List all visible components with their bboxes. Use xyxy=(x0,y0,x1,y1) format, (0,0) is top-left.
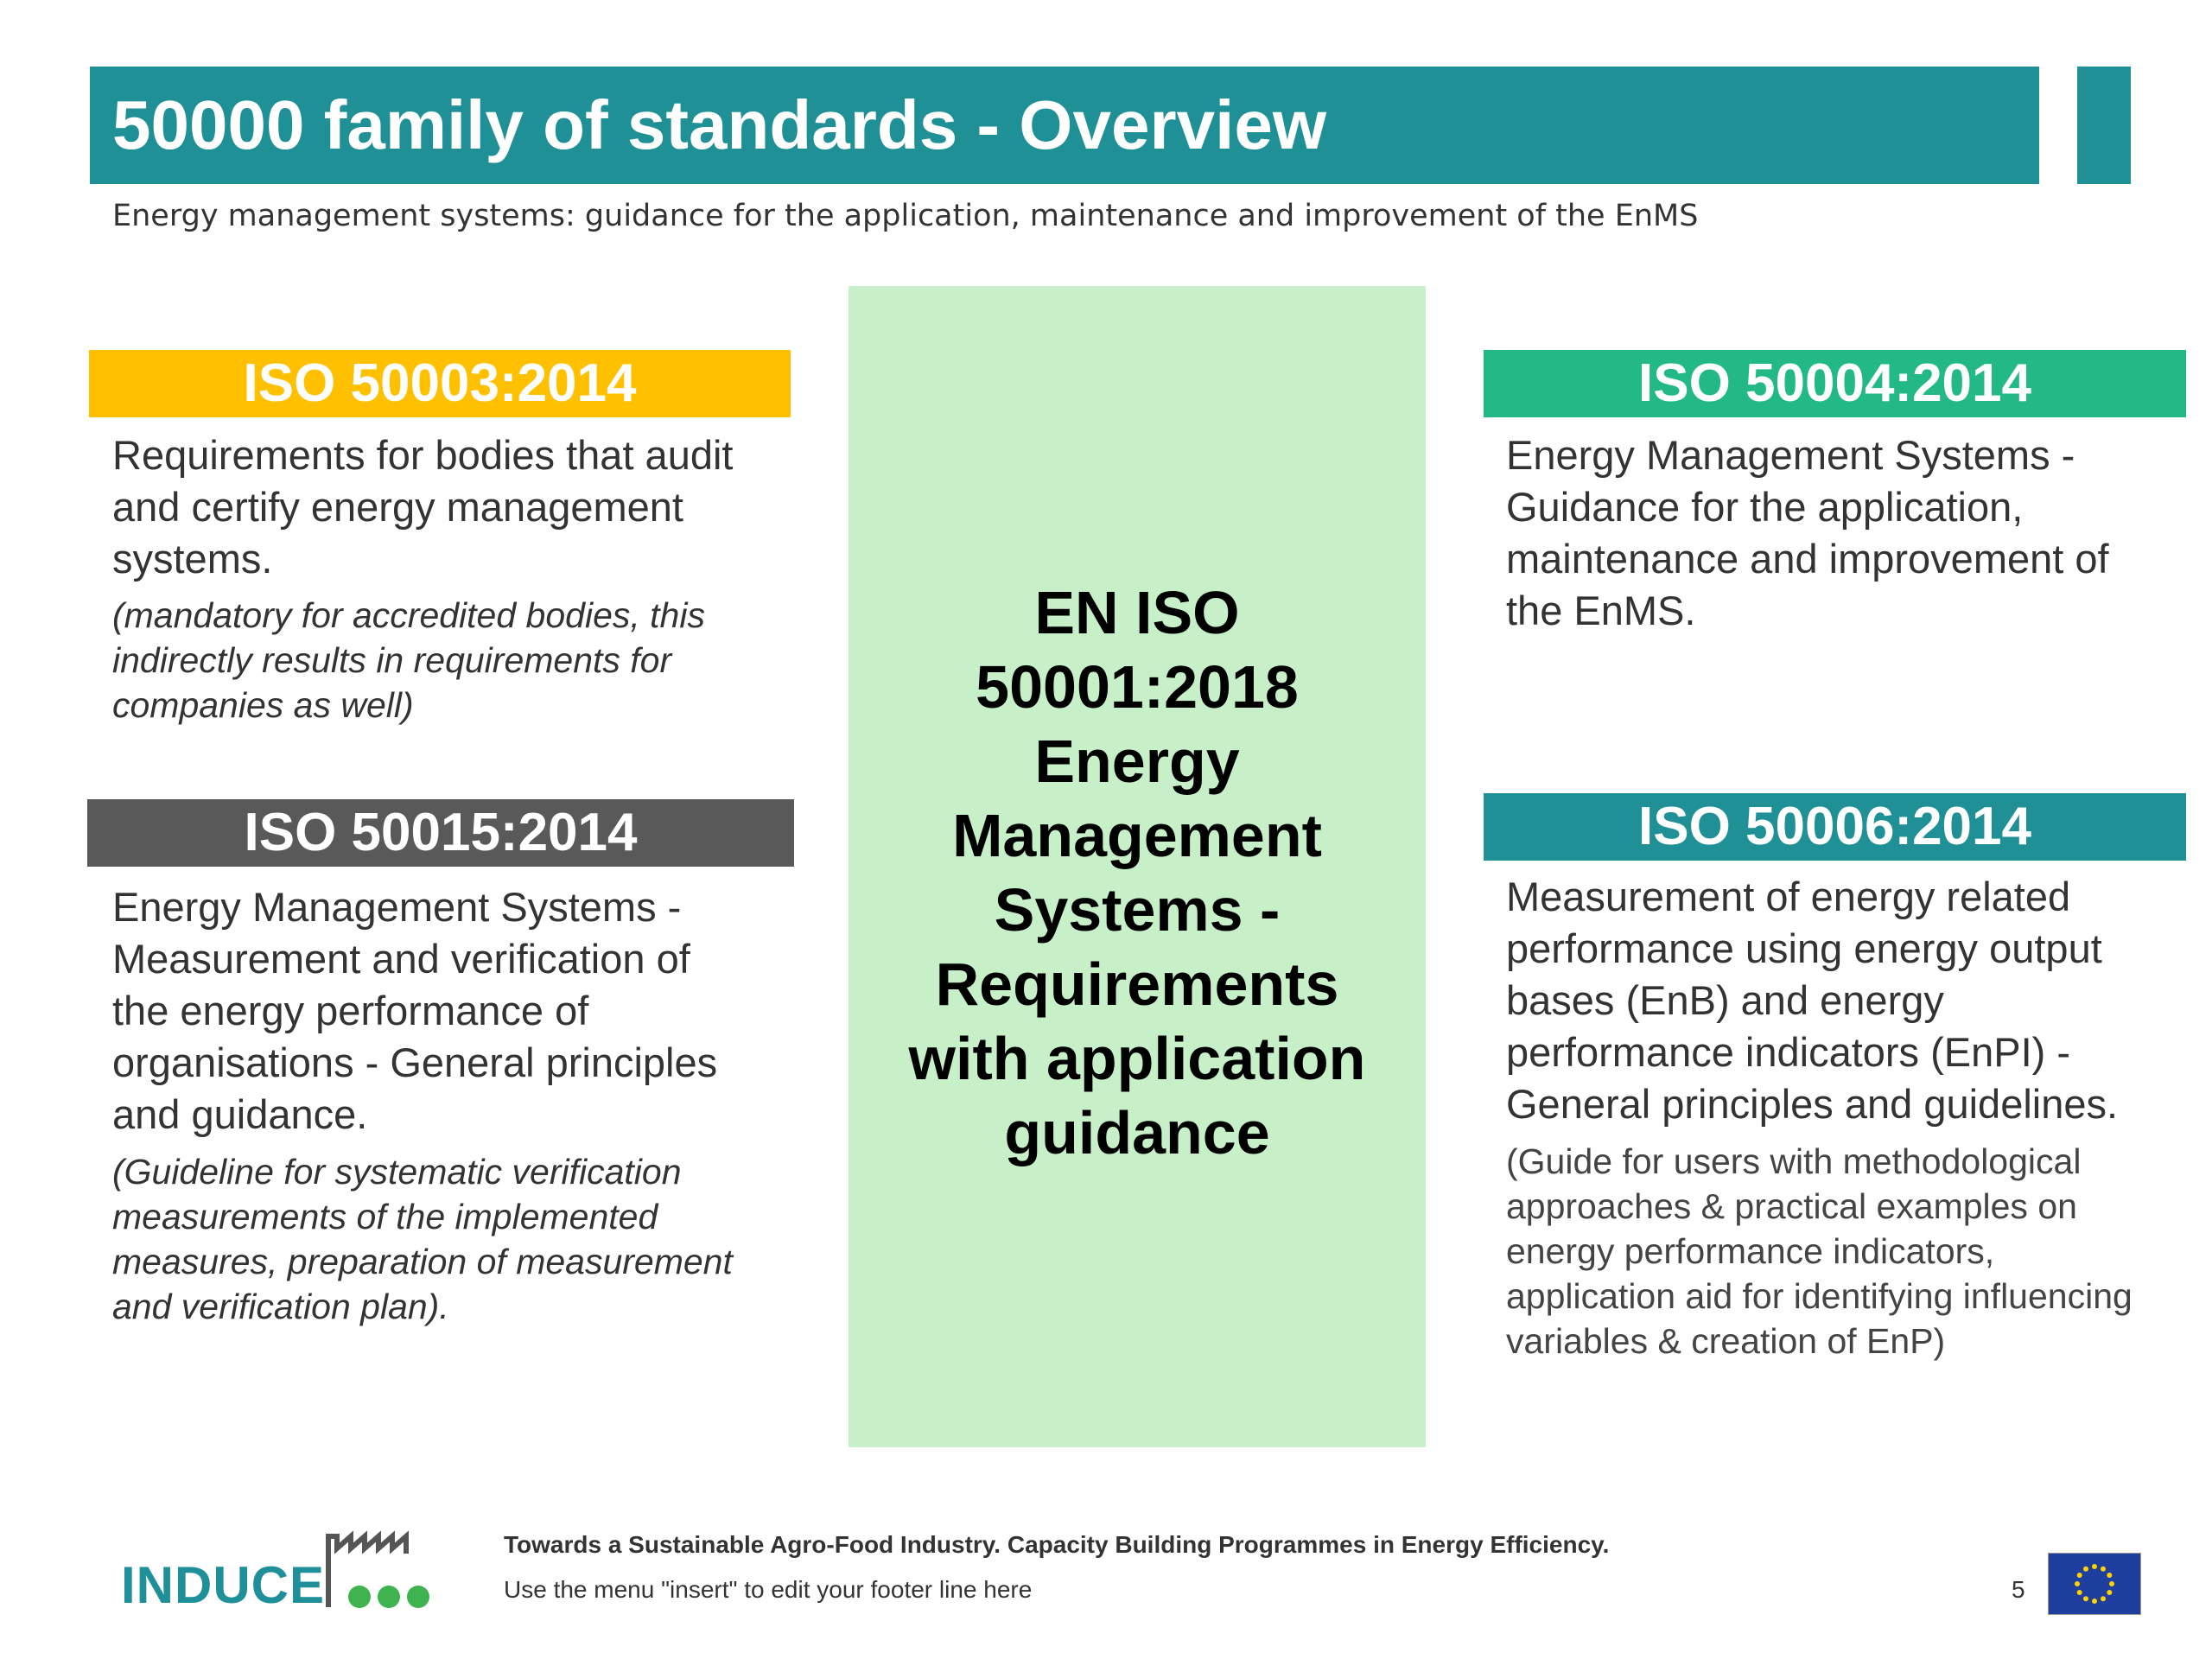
iso50003-desc-line: systems. xyxy=(112,536,273,582)
iso50003-desc-line: and certify energy management xyxy=(112,484,683,530)
iso50015-desc-line: Energy Management Systems - xyxy=(112,884,682,930)
iso50006-note-line: approaches & practical examples on xyxy=(1506,1186,2077,1226)
iso50006-description xyxy=(1506,871,2118,1130)
center-line: guidance xyxy=(1004,1099,1270,1166)
iso50015-desc-line: Measurement and verification of xyxy=(112,936,690,982)
iso50003-header: ISO 50003:2014 xyxy=(89,350,791,417)
iso50015-note-line: and verification plan). xyxy=(112,1287,449,1326)
iso50006-desc-line: bases (EnB) and energy xyxy=(1506,977,1944,1023)
iso50003-note-line: indirectly results in requirements for xyxy=(112,640,672,680)
iso50015-description xyxy=(112,881,717,1141)
footer-tagline: Towards a Sustainable Agro-Food Industry. Capacity Building Programmes in Energy Efficiency. xyxy=(504,1531,1610,1558)
slide-subtitle: Energy management systems: guidance for the application, maintenance and improvement of the EnMS xyxy=(112,199,1699,233)
center-line: Management xyxy=(952,802,1322,869)
iso50015-header: ISO 50015:2014 xyxy=(87,799,794,867)
eu-flag-icon xyxy=(2048,1553,2141,1615)
iso50003-desc-line: Requirements for bodies that audit xyxy=(112,432,734,478)
page-number: 5 xyxy=(2012,1576,2025,1603)
iso50015-note-line: measures, preparation of measurement xyxy=(112,1242,733,1281)
iso50006-note xyxy=(1506,1139,2133,1363)
center-standard-box xyxy=(849,286,1426,1447)
iso50004-desc-line: maintenance and improvement of xyxy=(1506,536,2109,582)
center-line: 50001:2018 xyxy=(976,653,1299,721)
iso50006-desc-line: General principles and guidelines. xyxy=(1506,1081,2119,1127)
iso50006-note-line: energy performance indicators, xyxy=(1506,1231,1995,1271)
iso50003-description xyxy=(112,429,733,585)
title-bar xyxy=(90,67,2039,184)
iso50003-note-line: companies as well) xyxy=(112,685,414,725)
iso50003-note xyxy=(112,593,705,728)
iso50006-desc-line: performance using energy output xyxy=(1506,925,2102,971)
title-accent-block xyxy=(2077,67,2131,184)
iso50006-note-line: (Guide for users with methodological xyxy=(1506,1141,2082,1181)
iso50015-desc-line: and guidance. xyxy=(112,1091,368,1137)
iso50015-note-line: measurements of the implemented xyxy=(112,1197,658,1236)
factory-logo-icon xyxy=(321,1529,442,1612)
iso50004-header: ISO 50004:2014 xyxy=(1484,350,2186,417)
iso50006-desc-line: performance indicators (EnPI) - xyxy=(1506,1029,2071,1075)
center-line: EN ISO xyxy=(1034,579,1240,646)
iso50004-desc-line: Guidance for the application, xyxy=(1506,484,2024,530)
iso50015-note xyxy=(112,1149,733,1329)
iso50015-desc-line: the energy performance of xyxy=(112,988,589,1033)
center-line: with application xyxy=(908,1025,1366,1092)
footer-edit-hint: Use the menu "insert" to edit your footer line here xyxy=(504,1576,1033,1603)
iso50004-desc-line: the EnMS. xyxy=(1506,588,1696,633)
iso50006-header: ISO 50006:2014 xyxy=(1484,793,2186,861)
center-line: Systems - xyxy=(994,876,1281,944)
iso50015-note-line: (Guideline for systematic verification xyxy=(112,1152,682,1192)
center-line: Energy xyxy=(1034,728,1240,795)
induce-logo-text: INDUCE xyxy=(121,1556,326,1614)
iso50006-note-line: application aid for identifying influencing xyxy=(1506,1276,2133,1316)
slide-title: 50000 family of standards - Overview xyxy=(112,86,1327,163)
iso50003-note-line: (mandatory for accredited bodies, this xyxy=(112,595,705,635)
iso50004-desc-line: Energy Management Systems - xyxy=(1506,432,2075,478)
iso50004-description xyxy=(1506,429,2109,637)
center-standard-title xyxy=(849,575,1426,1170)
iso50006-desc-line: Measurement of energy related xyxy=(1506,874,2071,919)
iso50006-note-line: variables & creation of EnP) xyxy=(1506,1321,1946,1361)
center-line: Requirements xyxy=(935,950,1339,1018)
iso50015-desc-line: organisations - General principles xyxy=(112,1039,718,1085)
